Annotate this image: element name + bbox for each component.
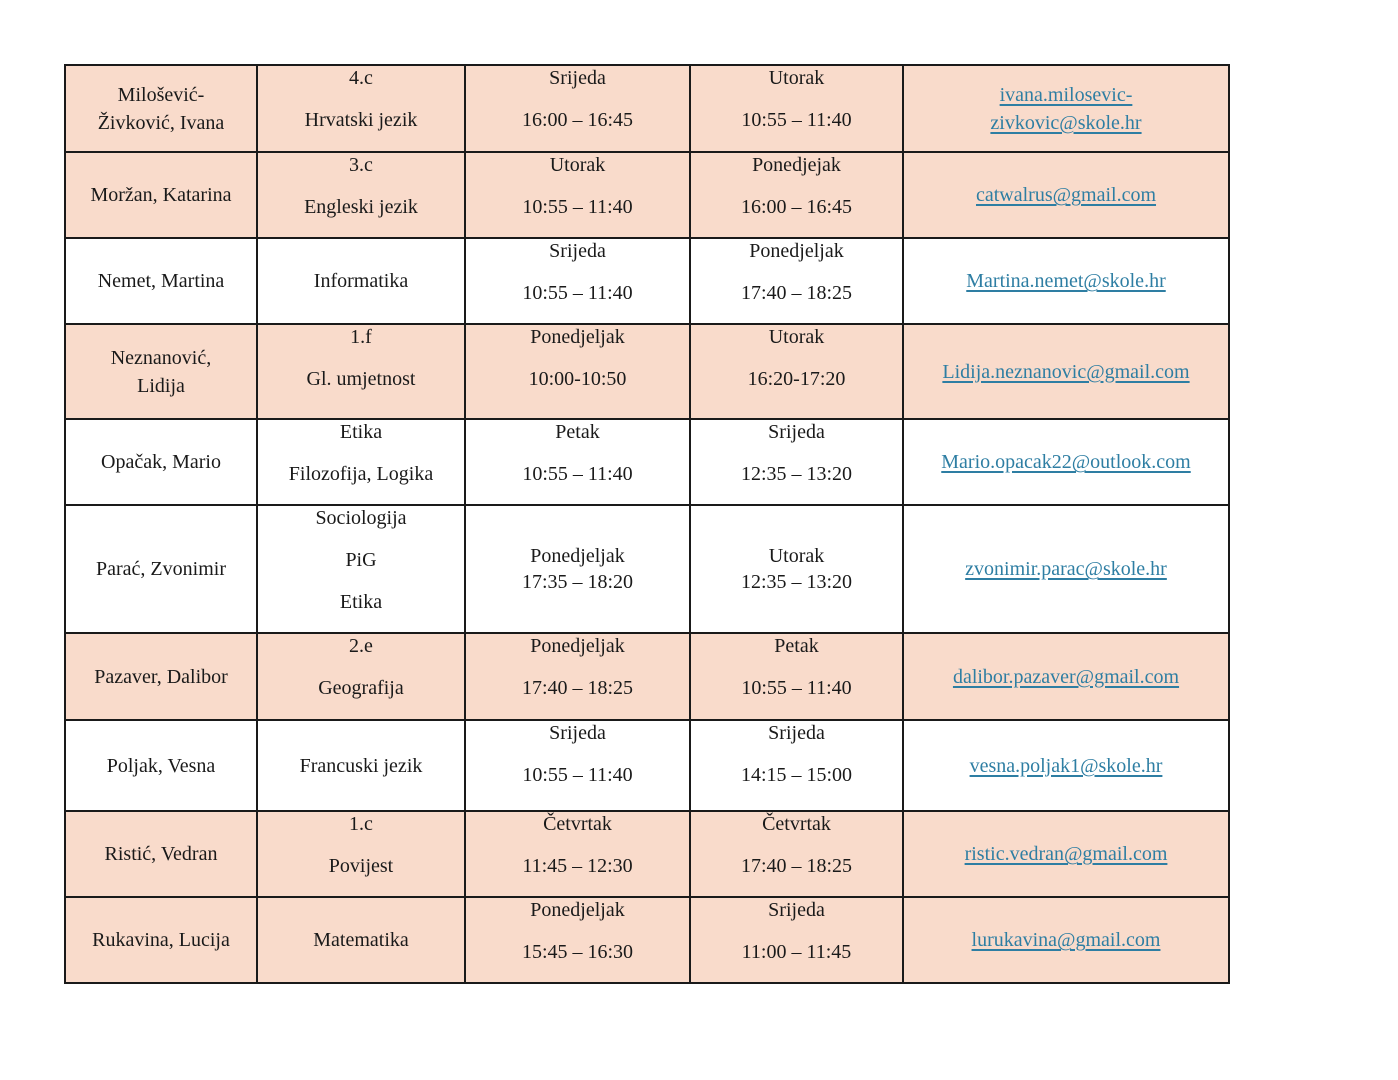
subject-line: Filozofija, Logika — [288, 463, 434, 485]
table-row — [65, 633, 1229, 720]
table-row — [65, 324, 1229, 419]
subject-line: Matematika — [313, 929, 409, 951]
slot2-time: 12:35 – 13:20 — [740, 571, 853, 593]
slot1-time: 10:55 – 11:40 — [522, 196, 633, 218]
subject-line: Geografija — [318, 677, 404, 699]
table-row — [65, 720, 1229, 811]
slot1-cell — [465, 324, 690, 419]
slot1-cell — [465, 505, 690, 633]
subject-cell — [257, 897, 465, 983]
teacher-name: Rukavina, Lucija — [92, 929, 230, 951]
table-row — [65, 505, 1229, 633]
teacher-cell — [65, 505, 257, 633]
email-cell — [903, 633, 1229, 720]
slot2-cell — [690, 811, 903, 897]
consultation-schedule-table — [64, 64, 1230, 984]
slot1-day: Srijeda — [549, 67, 606, 89]
subject-line: 4.c — [349, 67, 373, 89]
slot2-day: Ponedjeljak — [749, 240, 844, 262]
subject-cell — [257, 152, 465, 238]
slot2-day: Petak — [774, 635, 819, 657]
slot1-cell — [465, 720, 690, 811]
subject-line: 2.e — [349, 635, 373, 657]
slot1-cell — [465, 419, 690, 505]
slot2-time: 17:40 – 18:25 — [740, 282, 853, 304]
email-cell — [903, 65, 1229, 152]
email-cell — [903, 324, 1229, 419]
slot1-time: 15:45 – 16:30 — [521, 941, 634, 963]
slot2-cell — [690, 419, 903, 505]
slot2-cell — [690, 152, 903, 238]
slot2-time: 14:15 – 15:00 — [740, 764, 853, 786]
slot1-day: Srijeda — [549, 240, 606, 262]
teacher-cell — [65, 152, 257, 238]
subject-line: Informatika — [313, 270, 409, 292]
teacher-cell — [65, 897, 257, 983]
subject-cell — [257, 811, 465, 897]
email-line[interactable]: ivana.milosevic- — [999, 83, 1133, 106]
slot2-day: Srijeda — [768, 722, 825, 744]
teacher-cell — [65, 324, 257, 419]
slot1-day: Ponedjeljak — [530, 635, 625, 657]
slot2-time: 16:20-17:20 — [747, 368, 846, 390]
subject-line: Povijest — [328, 855, 394, 877]
slot1-time: 10:55 – 11:40 — [522, 282, 633, 304]
slot1-day: Ponedjeljak — [530, 326, 625, 348]
subject-line: 1.c — [349, 813, 373, 835]
teacher-cell — [65, 238, 257, 324]
slot2-cell — [690, 65, 903, 152]
table-row — [65, 897, 1229, 983]
slot2-time: 12:35 – 13:20 — [740, 463, 853, 485]
subject-cell — [257, 720, 465, 811]
subject-cell — [257, 324, 465, 419]
slot1-day: Srijeda — [549, 722, 606, 744]
slot1-time: 16:00 – 16:45 — [521, 109, 634, 131]
teacher-name-line: Milošević- — [117, 83, 205, 106]
email-cell — [903, 720, 1229, 811]
teacher-name — [74, 81, 248, 137]
teacher-name: Poljak, Vesna — [106, 754, 216, 777]
teacher-cell — [65, 65, 257, 152]
slot1-day: Ponedjeljak — [530, 899, 625, 921]
slot1-cell — [465, 811, 690, 897]
slot1-time: 17:40 – 18:25 — [521, 677, 634, 699]
teacher-cell — [65, 811, 257, 897]
slot2-time: 11:00 – 11:45 — [741, 941, 852, 963]
teacher-name: Pazaver, Dalibor — [94, 665, 228, 688]
email-cell — [903, 238, 1229, 324]
table-row — [65, 65, 1229, 152]
subject-cell — [257, 419, 465, 505]
table-row — [65, 152, 1229, 238]
email-link[interactable]: dalibor.pazaver@gmail.com — [952, 665, 1180, 688]
slot2-cell — [690, 324, 903, 419]
email-cell — [903, 811, 1229, 897]
email-line[interactable]: zivkovic@skole.hr — [990, 111, 1142, 134]
slot2-day: Četvrtak — [762, 813, 831, 835]
subject-line: Etika — [339, 591, 383, 613]
subject-line: Engleski jezik — [304, 196, 418, 218]
slot2-cell — [690, 238, 903, 324]
slot1-cell — [465, 897, 690, 983]
table-row — [65, 811, 1229, 897]
slot2-day: Ponedjejak — [752, 154, 841, 176]
slot2-day: Srijeda — [768, 421, 825, 443]
email-cell — [903, 152, 1229, 238]
teacher-name-line: Lidija — [137, 374, 185, 397]
slot2-time: 10:55 – 11:40 — [741, 677, 852, 699]
slot2-time: 10:55 – 11:40 — [741, 109, 852, 131]
slot2-day: Srijeda — [768, 899, 825, 921]
teacher-name-line: Neznanović, — [110, 346, 212, 369]
teacher-cell — [65, 419, 257, 505]
slot2-cell — [690, 505, 903, 633]
slot2-day: Utorak — [768, 545, 825, 567]
teacher-name: Ristić, Vedran — [104, 843, 218, 865]
subject-cell — [257, 633, 465, 720]
slot2-cell — [690, 633, 903, 720]
slot1-cell — [465, 152, 690, 238]
slot1-day: Četvrtak — [543, 813, 612, 835]
email-cell — [903, 505, 1229, 633]
subject-line: 3.c — [349, 154, 373, 176]
email-link[interactable]: vesna.poljak1@skole.hr — [969, 754, 1163, 777]
slot1-day: Petak — [555, 421, 600, 443]
slot1-cell — [465, 633, 690, 720]
teacher-name-line: Živković, Ivana — [97, 111, 225, 134]
teacher-name: Opačak, Mario — [101, 451, 221, 473]
subject-cell — [257, 238, 465, 324]
slot1-day: Ponedjeljak — [530, 545, 625, 567]
teacher-cell — [65, 720, 257, 811]
teacher-name: Moržan, Katarina — [90, 184, 232, 206]
subject-line: Gl. umjetnost — [306, 368, 416, 390]
email-link[interactable]: Lidija.neznanovic@gmail.com — [942, 360, 1190, 383]
teacher-cell — [65, 633, 257, 720]
slot1-time: 17:35 – 18:20 — [521, 571, 634, 593]
slot2-time: 17:40 – 18:25 — [740, 855, 853, 877]
email-link[interactable]: lurukavina@gmail.com — [971, 929, 1161, 951]
email-link[interactable]: zvonimir.parac@skole.hr — [965, 558, 1167, 580]
slot1-day: Utorak — [549, 154, 606, 176]
email-cell — [903, 897, 1229, 983]
slot2-day: Utorak — [768, 67, 825, 89]
email-link[interactable]: catwalrus@gmail.com — [975, 184, 1157, 206]
subject-line: Sociologija — [315, 507, 407, 529]
slot1-time: 10:00-10:50 — [528, 368, 627, 390]
slot1-cell — [465, 65, 690, 152]
email-link[interactable]: Mario.opacak22@outlook.com — [941, 451, 1191, 473]
email-link[interactable]: Martina.nemet@skole.hr — [966, 270, 1166, 292]
slot2-cell — [690, 897, 903, 983]
subject-line: Etika — [339, 421, 383, 443]
teacher-name — [74, 344, 248, 400]
subject-cell — [257, 65, 465, 152]
slot2-cell — [690, 720, 903, 811]
slot2-time: 16:00 – 16:45 — [740, 196, 853, 218]
slot1-time: 11:45 – 12:30 — [522, 855, 633, 877]
table-row — [65, 419, 1229, 505]
subject-line: PiG — [345, 549, 377, 571]
schedule-body — [65, 65, 1229, 983]
email-link[interactable]: ristic.vedran@gmail.com — [964, 843, 1168, 865]
slot1-time: 10:55 – 11:40 — [522, 764, 633, 786]
slot2-day: Utorak — [768, 326, 825, 348]
slot1-cell — [465, 238, 690, 324]
slot1-time: 10:55 – 11:40 — [522, 463, 633, 485]
email-link[interactable] — [912, 81, 1220, 137]
subject-cell — [257, 505, 465, 633]
subject-line: Hrvatski jezik — [304, 109, 418, 131]
email-cell — [903, 419, 1229, 505]
table-row — [65, 238, 1229, 324]
teacher-name: Nemet, Martina — [97, 270, 225, 292]
teacher-name: Parać, Zvonimir — [96, 558, 226, 580]
subject-line: Francuski jezik — [299, 754, 423, 777]
subject-line: 1.f — [350, 326, 372, 348]
